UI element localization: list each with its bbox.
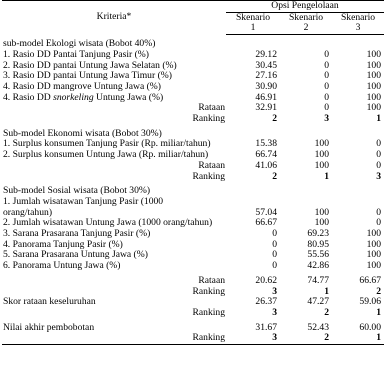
row-label: 4. Panorama Tanjung Pasir (%) [3,238,123,250]
final-scenario-1: 31.67 [255,321,277,333]
ranking-row [2,308,384,319]
options-group-header: Opsi Pengelolaan [226,1,384,13]
value-scenario-3: 100 [366,48,381,60]
row-label: 2. Jumlah wisatawan Untung Jawa (1000 orang/tahun) [3,217,213,229]
row-label: 1. Surplus konsumen Tanjung Pasir (Rp. miliar/tahun) [3,138,211,150]
value-scenario-3: 0 [376,149,381,161]
scenario-2-header [280,12,332,34]
value-scenario-2: 55.56 [307,249,329,261]
row-label: 2. Rasio DD pantai Untung Jawa Selatan (%) [3,59,177,71]
criteria-table [2,0,384,345]
section-title: Sub-model Sosial wisata (Bobot 30%) [3,185,151,197]
value-scenario-3: 100 [366,260,381,272]
value-scenario-3: 100 [366,238,381,250]
overall-scenario-2: 47.27 [307,296,329,308]
value-scenario-2: 0 [324,91,329,103]
row-label: 3. Rasio DD pantai Untung Jawa Timur (%) [3,70,172,82]
scenario-1-header [226,12,280,34]
criteria-table-container [2,0,384,345]
ranking-label: Ranking [192,170,225,182]
value-scenario-2: 0 [324,48,329,60]
ranking-label: Ranking [2,333,226,344]
overall-scenario-1: 26.37 [255,296,277,308]
ranking-scenario-1: 2 [272,113,277,125]
ranking-label: Ranking [192,306,225,318]
value-scenario-3: 100 [366,80,381,92]
rataan-scenario-2: 74.77 [307,274,329,286]
rataan-scenario-1: 20.62 [255,274,277,286]
scenario-3-header [332,12,384,34]
criteria-header: Kriteria* [2,1,226,35]
ranking-scenario-2: 2 [280,333,332,344]
section-title: Sub-model Ekonomi wisata (Bobot 30%) [3,127,162,139]
rataan-label: Rataan [198,274,225,286]
row-label-text: 1. Jumlah wisatawan Tanjung Pasir (1000 orang/tahun) [3,195,164,218]
rataan-row [2,161,384,172]
ranking-row [2,333,384,344]
row-label: 3. Sarana Prasarana Tanjung Pasir (%) [3,228,151,240]
ranking-scenario-3: 2 [376,285,381,297]
value-scenario-1: 0 [272,260,277,272]
ranking-scenario-1: 3 [272,306,277,318]
value-scenario-1: 57.04 [255,206,277,218]
rataan-scenario-3: 0 [376,159,381,171]
table-row [2,197,384,218]
ranking-scenario-3: 3 [376,170,381,182]
value-scenario-1: 27.16 [255,70,277,82]
rataan-scenario-3: 66.67 [359,274,381,286]
value-scenario-2: 100 [314,138,329,150]
ranking-scenario-1: 2 [272,170,277,182]
value-scenario-2: 80.95 [307,238,329,250]
ranking-scenario-2: 1 [324,285,329,297]
row-label: 5. Sarana Prasarana Untung Jawa (%) [3,249,148,261]
value-scenario-3: 100 [366,249,381,261]
value-scenario-3: 0 [376,138,381,150]
table-row [2,50,384,61]
value-scenario-3: 100 [366,91,381,103]
value-scenario-1: 66.74 [255,149,277,161]
overall-scenario-3: 59.06 [359,296,381,308]
final-score-label: Nilai akhir pembobotan [3,321,95,333]
rataan-scenario-2: 0 [324,102,329,114]
value-scenario-2: 100 [314,149,329,161]
value-scenario-2: 42.86 [307,260,329,272]
value-scenario-1: 46.91 [255,91,277,103]
value-scenario-2: 0 [324,70,329,82]
rataan-scenario-1: 41.06 [255,159,277,171]
value-scenario-2: 0 [324,59,329,71]
final-scenario-2: 52.43 [307,321,329,333]
value-scenario-1: 0 [272,249,277,261]
scenario-1-label: Skenario 1 [235,11,271,34]
row-label [2,93,226,104]
ranking-scenario-2: 2 [324,306,329,318]
value-scenario-2: 100 [314,206,329,218]
rataan-label: Rataan [198,159,225,171]
value-scenario-1: 0 [272,228,277,240]
value-scenario-1: 66.67 [255,217,277,229]
ranking-row [2,172,384,183]
rataan-label: Rataan [198,102,225,114]
row-label-pre: 4. Rasio DD [3,91,54,103]
value-scenario-2: 100 [314,217,329,229]
row-label: 1. Rasio DD Pantai Tanjung Pasir (%) [3,48,149,60]
ranking-scenario-3: 1 [332,333,384,344]
table-row [2,261,384,272]
overall-score-label: Skor rataan keseluruhan [3,296,96,308]
ranking-label: Ranking [192,113,225,125]
ranking-row [2,114,384,125]
ranking-scenario-3: 1 [376,113,381,125]
ranking-scenario-1: 3 [226,333,280,344]
value-scenario-3: 100 [366,70,381,82]
section-title: sub-model Ekologi wisata (Bobot 40%) [3,38,156,50]
row-label: 2. Surplus konsumen Untung Jawa (Rp. miliar/tahun) [3,149,209,161]
value-scenario-1: 30.90 [255,80,277,92]
rataan-scenario-3: 100 [366,102,381,114]
value-scenario-2: 0 [324,80,329,92]
value-scenario-1: 15.38 [255,138,277,150]
ranking-label: Ranking [192,285,225,297]
value-scenario-3: 100 [366,228,381,240]
value-scenario-1: 0 [272,238,277,250]
rataan-scenario-1: 32.91 [255,102,277,114]
value-scenario-3: 100 [366,59,381,71]
value-scenario-1: 29.12 [255,48,277,60]
rataan-scenario-2: 100 [314,159,329,171]
ranking-scenario-1: 3 [272,285,277,297]
ranking-scenario-3: 1 [376,306,381,318]
row-label [2,197,226,218]
scenario-3-label: Skenario 3 [340,11,376,34]
ranking-scenario-2: 3 [324,113,329,125]
final-scenario-3: 60.00 [359,321,381,333]
row-label-post: Untung Jawa (%) [93,91,164,103]
value-scenario-1: 30.45 [255,59,277,71]
row-label: 6. Panorama Untung Jawa (%) [3,260,121,272]
value-scenario-3: 0 [376,217,381,229]
value-scenario-2: 69.23 [307,228,329,240]
rataan-row [2,276,384,287]
row-label: 4. Rasio DD mangrove Untung Jawa (%) [3,80,161,92]
ranking-scenario-2: 1 [324,170,329,182]
value-scenario-3: 0 [376,206,381,218]
row-label-emphasis: snorkeling [53,91,94,103]
scenario-2-label: Skenario 2 [288,11,324,34]
